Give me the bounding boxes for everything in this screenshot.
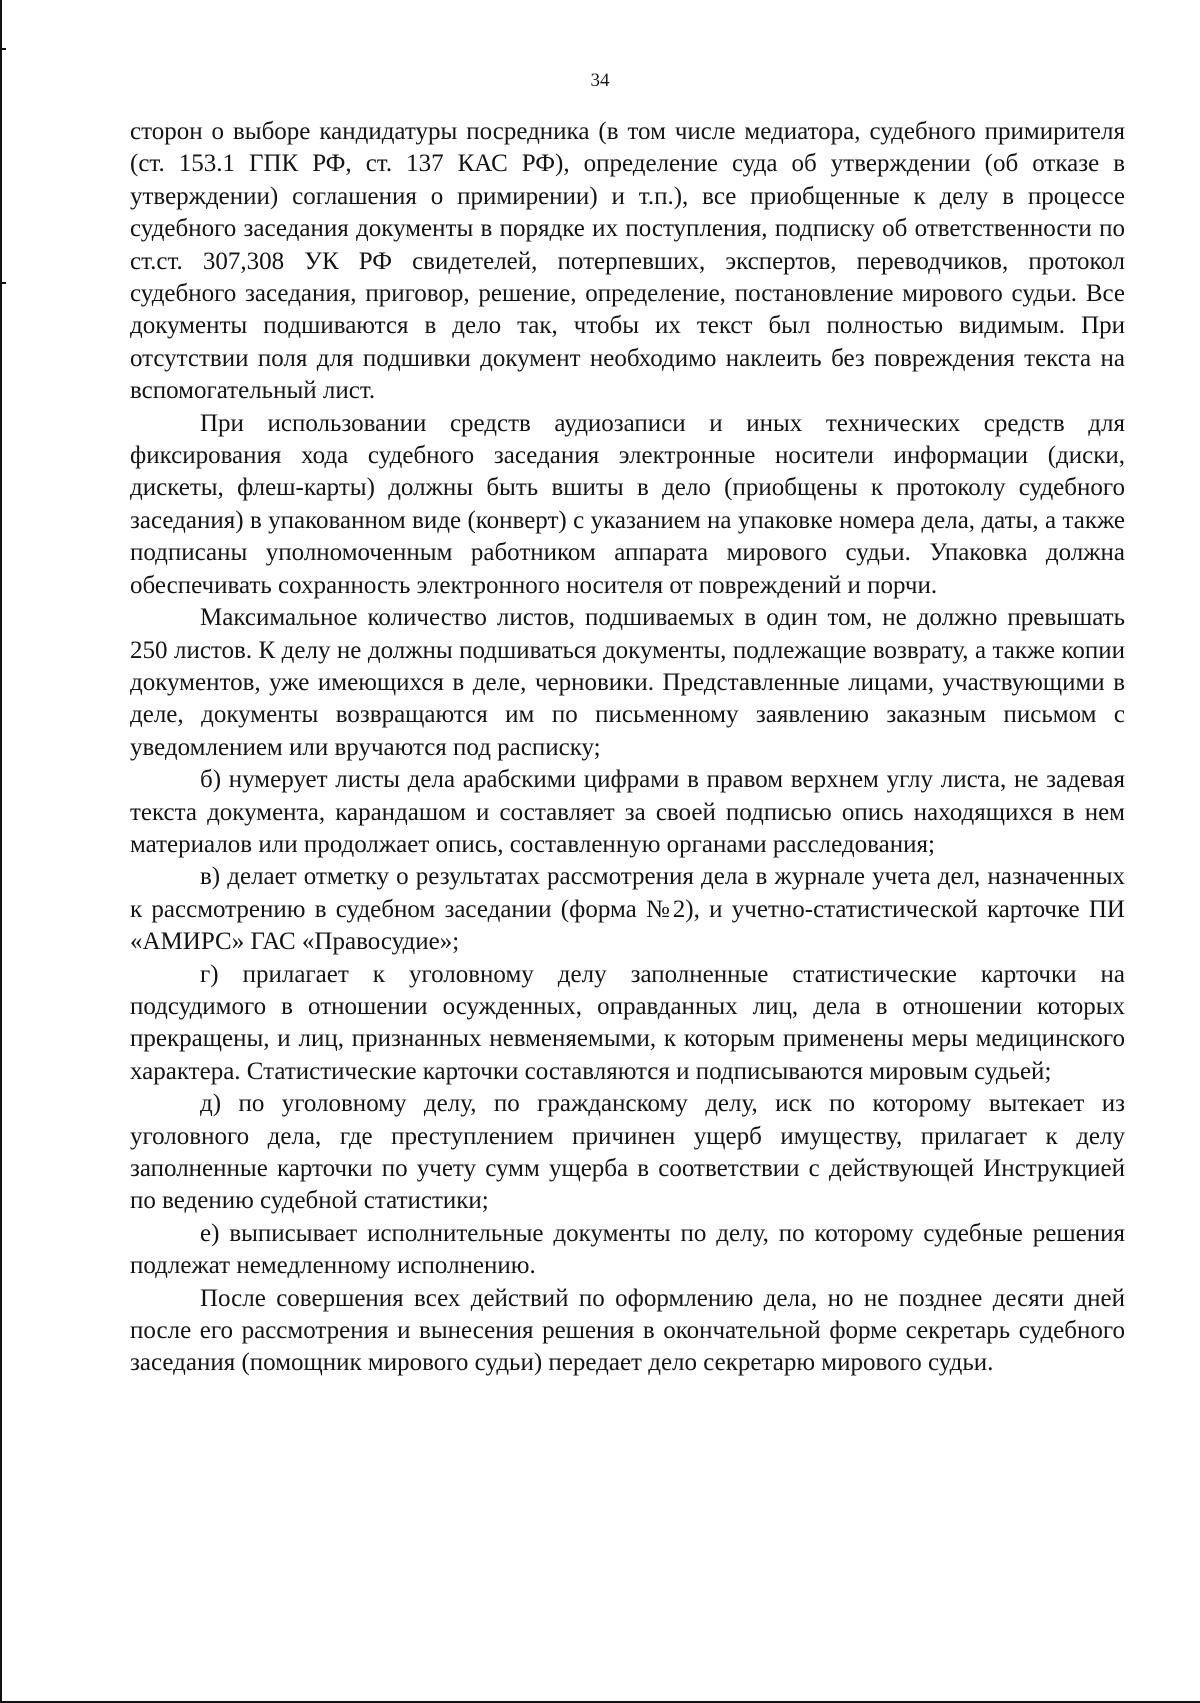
paragraph-item-d: д) по уголовному делу, по гражданскому делу, иск по которому вытекает из уголовного дела, где преступлением причинен ущерб имуществу, прилагает к делу заполненные карточки по учету сумм ущерба в соответствии с действующей Инструкцией по ведению судебной статистики;: [130, 1090, 1125, 1215]
paragraph-continuation: сторон о выборе кандидатуры посредника (в том числе медиатора, судебного примирителя (ст. 153.1 ГПК РФ, ст. 137 КАС РФ), определение суда об утверждении (об отказе в утверждении) соглашения о примирении) и т.п.), все приобщенные к делу в процессе судебного заседания документы в порядке их поступления, подписку об ответственности по ст.ст. 307,308 УК РФ свидетелей, потерпевших, экспертов, переводчиков, протокол судебного заседания, приговор, решение, определение, постановление мирового судьи. Все документы подшиваются в дело так, чтобы их текст был полностью видимым. При отсутствии поля для подшивки документ необходимо наклеить без повреждения текста на вспомогательный лист.: [130, 118, 1125, 405]
paragraph-item-v: в) делает отметку о результатах рассмотрения дела в журнале учета дел, назначенных к рассмотрению в судебном заседании (форма №2), и учетно-статистической карточке ПИ «АМИРС» ГАС «Правосудие»;: [130, 863, 1125, 956]
page-number: 34: [590, 70, 610, 91]
paragraph-item-g: г) прилагает к уголовному делу заполненные статистические карточки на подсудимого в отношении осужденных, оправданных лиц, дела в отношении которых прекращены, и лиц, признанных невменяемыми, к которым применены меры медицинского характера. Статистические карточки составляются и подписываются мировым судьей;: [130, 960, 1125, 1085]
scan-edge-mark: [0, 48, 6, 50]
document-body: [130, 116, 1125, 1380]
paragraph-audio-recording: При использовании средств аудиозаписи и иных технических средств для фиксирования хода судебного заседания электронные носители информации (диски, дискеты, флеш-карты) должны быть вшиты в дело (приобщены к протоколу судебного заседания) в упакованном виде (конверт) с указанием на упаковке номера дела, даты, а также подписаны уполномоченным работником аппарата мирового судьи. Упаковка должна обеспечивать сохранность электронного носителя от повреждений и порчи.: [130, 409, 1125, 599]
paragraph-transfer: После совершения всех действий по оформлению дела, но не позднее десяти дней после его рассмотрения и вынесения решения в окончательной форме секретарь судебного заседания (помощник мирового судьи) передает дело секретарю мирового судьи.: [130, 1284, 1125, 1377]
paragraph-max-sheets: Максимальное количество листов, подшиваемых в один том, не должно превышать 250 листов. К делу не должны подшиваться документы, подлежащие возврату, а также копии документов, уже имеющихся в деле, черновики. Представленные лицами, участвующими в деле, документы возвращаются им по письменному заявлению заказным письмом с уведомлением или вручаются под расписку;: [130, 604, 1125, 761]
paragraph-item-b: б) нумерует листы дела арабскими цифрами в правом верхнем углу листа, не задевая текста документа, карандашом и составляет за своей подписью опись находящихся в нем материалов или продолжает опись, составленную органами расследования;: [130, 766, 1125, 858]
scan-edge-mark: [0, 282, 6, 284]
scan-left-edge: [0, 0, 2, 1703]
paragraph-item-e: е) выписывает исполнительные документы по делу, по которому судебные решения подлежат немедленному исполнению.: [130, 1219, 1125, 1280]
